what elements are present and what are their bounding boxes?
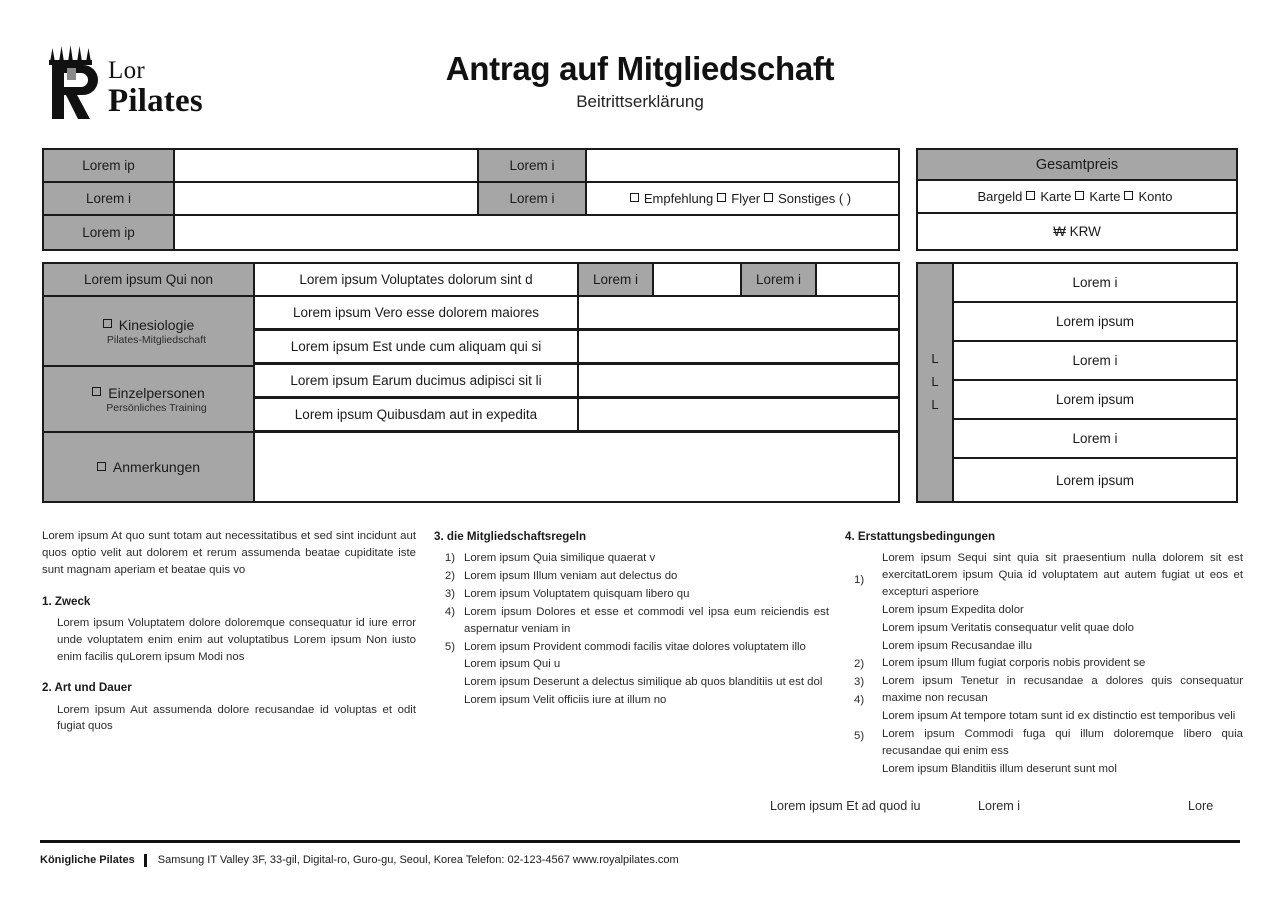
refund-list [845,550,1243,777]
applicant-field-input-2[interactable] [585,148,900,183]
footer-separator-icon [144,854,147,867]
program-notes-area[interactable] [253,431,900,503]
rules-extra-line [434,692,829,709]
refund-line-2: Lorem ipsum Expedita dolor [882,603,1024,616]
program-category-anmerkungen-title-row [97,459,200,475]
logo-line-1: Lor [108,57,145,84]
checkbox-icon[interactable] [1075,191,1084,200]
applicant-field-label-4: Lorem i [477,181,587,216]
rules-extra-text-3: Lorem ipsum Velit officiis iure at illum no [464,694,667,707]
referral-option-flyer[interactable] [717,191,760,206]
program-category-kinesiologie[interactable] [42,295,255,367]
program-header-field-label-1: Lorem i [577,262,654,297]
rules-item-text-5: Lorem ipsum Provident commodi facilis vitae dolores voluptatem illo [464,640,806,653]
checkbox-icon[interactable] [764,193,773,202]
refund-line-5: Lorem ipsum Illum fugiat corporis nobis provident se [882,657,1146,670]
applicant-field-input-1[interactable] [173,148,479,183]
rules-list-item [434,550,829,567]
rules-list-item [434,586,829,603]
rules-item-number-3: 3) [444,587,455,600]
program-category-einzelpersonen-title-row [92,385,205,401]
payment-option-label-3: Konto [1138,189,1173,204]
payment-option-karte-2[interactable] [1075,189,1120,204]
refund-line-8: Lorem ipsum Commodi fuga qui illum doloremque libero quia recusandae qui enim ess [882,727,1243,757]
refund-item-number-1: 1) [854,574,865,587]
referral-option-label-1: Empfehlung [643,191,714,206]
rules-list-item [434,639,829,656]
terms-column-left [42,528,416,735]
refund-item-number-5: 5) [854,730,865,743]
rules-item-number-4: 4) [444,605,455,618]
referral-option-sonstiges[interactable] [764,191,851,206]
price-panel-title: Gesamtpreis [916,148,1238,181]
checkbox-icon[interactable] [1124,191,1133,200]
document-header [0,0,1280,140]
schedule-side-line-2: L [931,374,939,390]
terms-section-heading-2: 2. Art und Dauer [42,681,132,695]
rules-extra-text-1: Lorem ipsum Qui u [464,658,561,671]
footer-address: Samsung IT Valley 3F, 33-gil, Digital-ro, Guro-gu, Seoul, Korea Telefon: 02-123-4567 www.royalpilates.com [157,854,679,866]
schedule-row-6[interactable]: Lorem ipsum [952,457,1238,503]
schedule-panel-side-label [916,262,954,503]
terms-column-right [845,528,1243,779]
rules-extra-text-2: Lorem ipsum Deserunt a delectus similique ab quos blanditiis ut est dol [464,676,823,689]
program-category-title-2: Einzelpersonen [108,384,205,401]
rules-item-text-3: Lorem ipsum Voluptatem quisquam libero qu [464,587,690,600]
rules-list-item [434,604,829,638]
applicant-field-label-5: Lorem ip [42,214,175,251]
referral-option-label-2: Flyer [731,191,761,206]
refund-line-3: Lorem ipsum Veritatis consequatur velit quae dolo [882,621,1135,634]
refund-item-number-4: 4) [854,694,865,707]
program-category-anmerkungen[interactable] [42,431,255,503]
payment-method-row [916,179,1238,214]
applicant-field-label-2: Lorem i [477,148,587,183]
terms-section-heading-1: 1. Zweck [42,594,91,608]
footer-brand: Königliche Pilates [40,854,135,866]
schedule-side-line-3: L [931,396,939,412]
refund-line-9: Lorem ipsum Blanditiis illum deserunt sunt mol [882,762,1117,775]
program-category-subtitle-1: Pilates-Mitgliedschaft [106,333,207,346]
rules-item-number-2: 2) [444,570,455,583]
applicant-field-label-1: Lorem ip [42,148,175,183]
program-header-field-input-2[interactable] [815,262,900,297]
schedule-row-2[interactable]: Lorem ipsum [952,301,1238,342]
footer-divider [40,840,1240,843]
applicant-field-input-5[interactable] [173,214,900,251]
program-item-label-2: Lorem ipsum Vero esse dolorem maiores [253,295,579,330]
refund-item-number-3: 3) [854,676,865,689]
payment-prefix-label [978,189,1023,204]
footer [40,851,1240,869]
rules-item-text-4: Lorem ipsum Dolores et esse et commodi vel ipsa eum reiciendis est aspernatur veniam in [464,605,829,635]
schedule-row-3[interactable]: Lorem i [952,340,1238,381]
signature-sign-label: Lore [1188,799,1214,813]
checkbox-icon[interactable] [97,462,106,471]
rules-heading: 3. die Mitgliedschaftsregeln [434,530,587,543]
refund-line-6: Lorem ipsum Tenetur in recusandae a dolores quis consequatur maxime non recusan [882,675,1243,705]
program-category-title-3: Anmerkungen [112,459,201,475]
program-category-einzelpersonen[interactable] [42,365,255,433]
refund-item-number-2: 2) [854,658,865,671]
rules-extra-line [434,674,829,691]
refund-line-4: Lorem ipsum Recusandae illu [882,639,1033,652]
program-category-kinesiologie-title-row [103,317,195,333]
program-header-field-label-2: Lorem i [740,262,817,297]
program-table-header-label: Lorem ipsum Qui non [42,262,255,297]
program-category-subtitle-2: Persönliches Training [106,401,207,414]
program-item-label-5: Lorem ipsum Quibusdam aut in expedita [253,397,579,432]
program-item-label-1: Lorem ipsum Voluptates dolorum sint d [253,262,579,297]
rules-item-number-1: 1) [444,552,455,565]
checkbox-icon[interactable] [103,319,112,328]
checkbox-icon[interactable] [630,193,639,202]
program-item-label-3: Lorem ipsum Est unde cum aliquam qui si [253,329,579,364]
terms-section-body-2: Lorem ipsum Aut assumenda dolore recusandae id voluptas et odit fugiat quos [57,703,416,733]
referral-option-empfehlung[interactable] [630,191,713,206]
signature-date-label: Lorem ipsum Et ad quod iu [770,799,921,813]
checkbox-icon[interactable] [717,193,726,202]
checkbox-icon[interactable] [92,387,101,396]
rules-list-item [434,568,829,585]
referral-source-options [585,181,900,216]
refund-line-1: Lorem ipsum Sequi sint quia sit praesentium nulla dolorem sit est exercitatLorem ipsum Quia id voluptatem aut autem fugiat ut eos et excepturi asperiore [882,552,1243,598]
schedule-row-1[interactable]: Lorem i [952,262,1238,303]
applicant-field-label-3: Lorem i [42,181,175,216]
program-item-label-4: Lorem ipsum Earum ducimus adipisci sit li [253,363,579,398]
payment-prefix-text: Bargeld [977,189,1023,204]
schedule-side-line-1: L [931,351,939,367]
program-item-input-4[interactable] [577,363,900,398]
refund-heading: 4. Erstattungsbedingungen [845,530,996,543]
payment-option-konto[interactable] [1124,189,1172,204]
page-title: Antrag auf Mitgliedschaft [445,50,835,87]
terms-section-body-1: Lorem ipsum Voluptatem dolore doloremque consequatur id iure error unde voluptatem enim enim aut voluptatibus Lorem ipsum Non iusto enim facilis quLorem ipsum Modi nos [57,616,416,663]
program-header-field-input-1[interactable] [652,262,742,297]
terms-column-middle [434,528,829,710]
rules-extra-line [434,656,829,673]
signature-name-label: Lorem i [978,799,1020,813]
payment-option-label-1: Karte [1040,189,1072,204]
price-amount-field[interactable]: ₩ KRW [916,212,1238,251]
payment-option-label-2: Karte [1089,189,1121,204]
program-item-input-5[interactable] [577,397,900,432]
title-block [0,50,1280,112]
payment-option-karte-1[interactable] [1026,189,1071,204]
rules-item-number-5: 5) [444,640,455,653]
refund-line-7: Lorem ipsum At tempore totam sunt id ex distinctio est temporibus veli [882,710,1236,723]
checkbox-icon[interactable] [1026,191,1035,200]
schedule-row-5[interactable]: Lorem i [952,418,1238,459]
schedule-row-4[interactable]: Lorem ipsum [952,379,1238,420]
logo-line-2: Pilates [108,83,203,119]
rules-item-text-2: Lorem ipsum Illum veniam aut delectus do [464,570,678,583]
rules-list [434,550,829,709]
page-subtitle: Beitrittserklärung [576,91,704,111]
program-item-input-2[interactable] [577,295,900,330]
program-category-title-1: Kinesiologie [118,316,195,333]
referral-option-label-3: Sonstiges ( ) [778,191,852,206]
program-item-input-3[interactable] [577,329,900,364]
rules-item-text-1: Lorem ipsum Quia similique quaerat v [464,552,656,565]
applicant-field-input-3[interactable] [173,181,479,216]
terms-intro-paragraph: Lorem ipsum At quo sunt totam aut necessitatibus et sed sint incidunt aut quos optio velit aut dolorem et rerum assumenda beatae cupiditate iste sunt magnam aperiam et beatae quis vo [42,530,416,576]
